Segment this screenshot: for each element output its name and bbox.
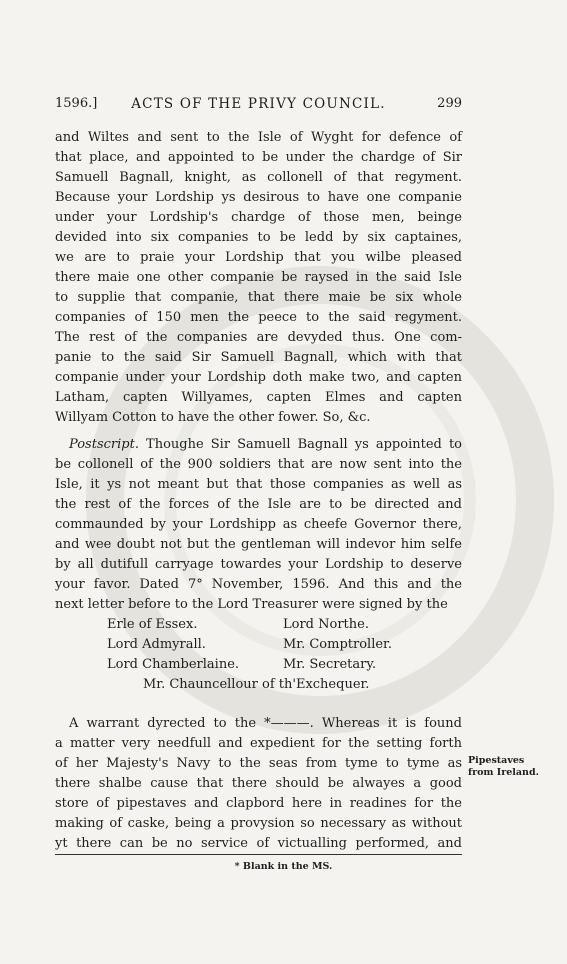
margin-note-line: from Ireland. (468, 767, 539, 778)
text-line: your favor. Dated 7° November, 1596. And this and the (55, 577, 462, 592)
text-line: to supplie that companie, that there maie be six whole (55, 290, 462, 305)
margin-note (468, 755, 548, 779)
text-line: A warrant dyrected to the *———. Whereas it is found (69, 716, 462, 731)
signatories-list (55, 615, 462, 695)
text-line: Isle, it ys not meant but that those companies as well as (55, 477, 462, 492)
text-line: the rest of the forces of the Isle are to be directed and (55, 497, 462, 512)
signatory-row (55, 655, 462, 675)
signatory: Mr. Chauncellour of th'Exchequer. (143, 677, 370, 692)
text-line: companie under your Lordship doth make two, and capten (55, 370, 462, 385)
text-line: be collonell of the 900 soldiers that are now sent into the (55, 457, 462, 472)
running-header (55, 96, 462, 118)
text-line: panie to the said Sir Samuell Bagnall, which with that (55, 350, 462, 365)
page-number: 299 (437, 96, 462, 111)
text-line: a matter very needfull and expedient for the setting forth (55, 736, 462, 751)
signatory: Lord Admyrall. (107, 637, 206, 652)
signatory-row (55, 615, 462, 635)
header-year: 1596.] (55, 96, 98, 111)
postscript-text: Thoughe Sir Samuell Bagnall ys appointed to (138, 437, 462, 452)
text-line: under your Lordship's chardge of those men, beinge (55, 210, 462, 225)
signatory-row (55, 635, 462, 655)
text-line: of her Majesty's Navy to the seas from tyme to tyme as (55, 756, 462, 771)
signatory: Lord Northe. (283, 617, 369, 632)
text-line: and wee doubt not but the gentleman will indevor him selfe (55, 537, 462, 552)
text-line: we are to praie your Lordship that you wilbe pleased (55, 250, 462, 265)
text-line: Because your Lordship ys desirous to have one companie (55, 190, 462, 205)
text-line: devided into six companies to be ledd by six captaines, (55, 230, 462, 245)
text-line: there maie one other companie be raysed in the said Isle (55, 270, 462, 285)
text-line: next letter before to the Lord Treasurer were signed by the (55, 597, 448, 612)
footnote-rule (55, 854, 462, 855)
text-line: that place, and appointed to be under the chardge of Sir (55, 150, 462, 165)
text-line: making of caske, being a provysion so necessary as without (55, 816, 462, 831)
signatory-row (55, 675, 462, 695)
text-line: The rest of the companies are devyded thus. One com- (55, 330, 462, 345)
paragraph-warrant (55, 714, 462, 854)
text-line (55, 435, 462, 455)
signatory: Erle of Essex. (107, 617, 198, 632)
paragraph-postscript (55, 435, 462, 615)
signatory: Lord Chamberlaine. (107, 657, 240, 672)
text-line: and Wiltes and sent to the Isle of Wyght for defence of (55, 130, 462, 145)
body-text (55, 128, 462, 854)
postscript-label: Postscript. (69, 437, 139, 452)
text-line: yt there can be no service of victualling performed, and (55, 836, 462, 851)
signatory: Mr. Comptroller. (283, 637, 392, 652)
text-line: store of pipestaves and clapbord here in readines for the (55, 796, 462, 811)
text-line: Willyam Cotton to have the other fower. So, &c. (55, 410, 371, 425)
text-line: there shalbe cause that there should be alwayes a good (55, 776, 462, 791)
paragraph-letter (55, 128, 462, 428)
text-line: by all dutifull carryage towardes your Lordship to deserve (55, 557, 462, 572)
signatory: Mr. Secretary. (283, 657, 377, 672)
footnote: * Blank in the MS. (234, 861, 333, 872)
text-line: Latham, capten Willyames, capten Elmes and capten (55, 390, 462, 405)
text-line: commaunded by your Lordshipp as cheefe Governor there, (55, 517, 462, 532)
margin-note-line: Pipestaves (468, 755, 525, 766)
header-title: ACTS OF THE PRIVY COUNCIL. (131, 96, 386, 112)
text-line: companies of 150 men the peece to the said regyment. (55, 310, 462, 325)
text-line: Samuell Bagnall, knight, as collonell of that regyment. (55, 170, 462, 185)
